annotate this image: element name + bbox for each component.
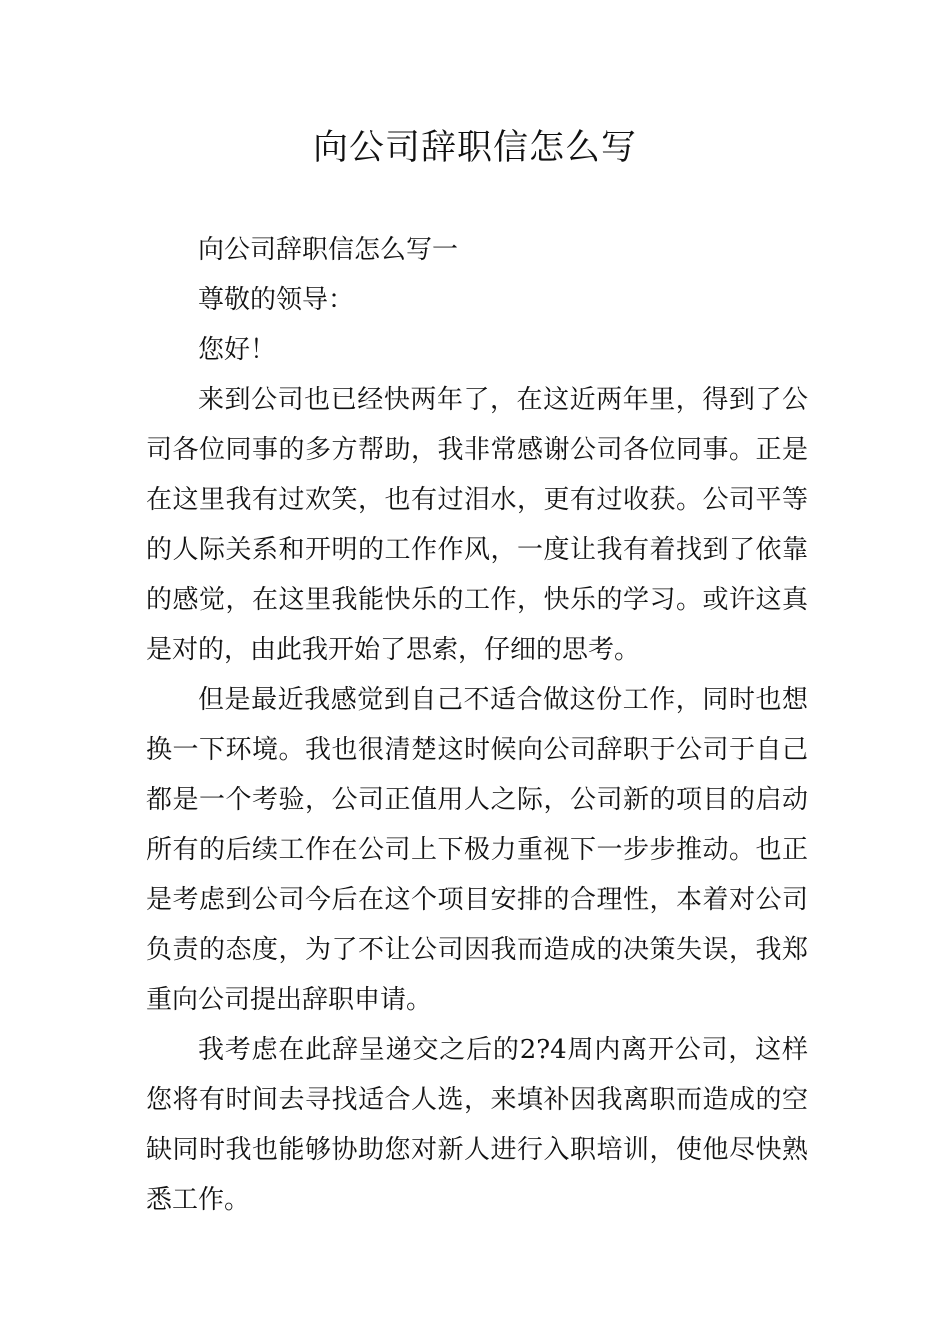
body-paragraph: 我考虑在此辞呈递交之后的2?4周内离开公司，这样您将有时间去寻找适合人选，来填补因我离职而造成的空缺同时我也能够协助您对新人进行入职培训，使他尽快熟悉工作。 xyxy=(146,1035,808,1215)
body-paragraph: 来到公司也已经快两年了，在这近两年里，得到了公司各位同事的多方帮助，我非常感谢公司各位同事。正是在这里我有过欢笑，也有过泪水，更有过收获。公司平等的人际关系和开明的工作作风，一度让我有着找到了依靠的感觉，在这里我能快乐的工作，快乐的学习。或许这真是对的，由此我开始了思索，仔细的思考。 xyxy=(146,385,808,665)
greeting-paragraph: 您好！ xyxy=(198,335,277,365)
salutation-paragraph: 尊敬的领导： xyxy=(198,285,355,315)
subtitle-paragraph: 向公司辞职信怎么写一 xyxy=(198,235,459,265)
body-paragraph: 但是最近我感觉到自己不适合做这份工作，同时也想换一下环境。我也很清楚这时候向公司辞职于公司于自己都是一个考验，公司正值用人之际，公司新的项目的启动所有的后续工作在公司上下极力重视下一步步推动。也正是考虑到公司今后在这个项目安排的合理性，本着对公司负责的态度，为了不让公司因我而造成的决策失误，我郑重向公司提出辞职申请。 xyxy=(146,685,808,1015)
document-title: 向公司辞职信怎么写 xyxy=(312,128,637,168)
document-body xyxy=(146,225,808,1225)
